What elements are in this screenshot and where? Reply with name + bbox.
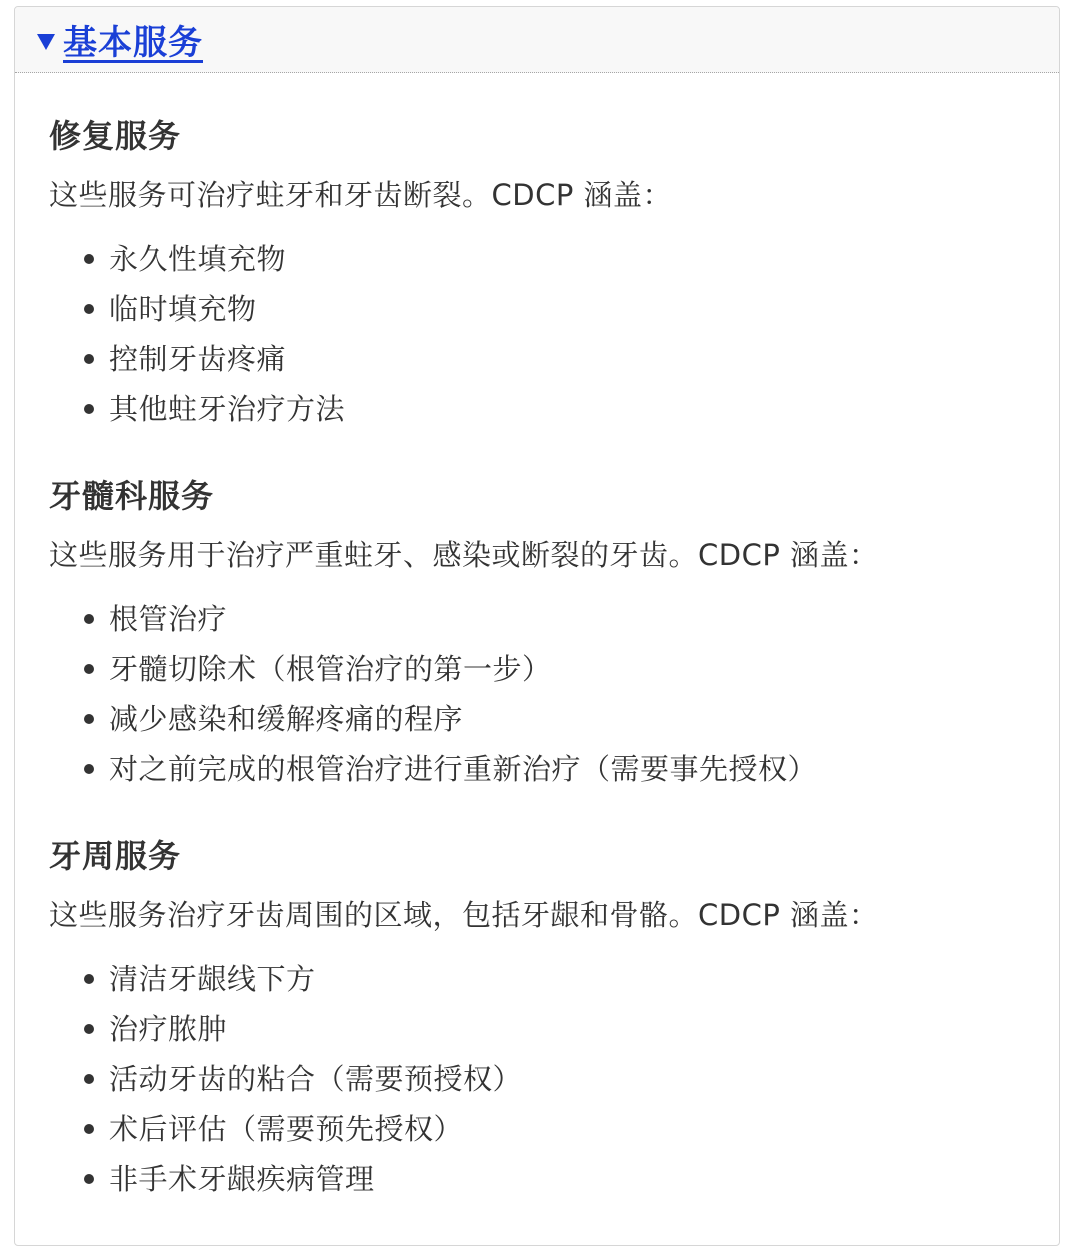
list-item: [49, 1004, 522, 1054]
list-item: [49, 284, 345, 334]
list-item-text: 根管治疗: [109, 602, 228, 636]
list-item-text: 清洁牙龈线下方: [109, 962, 316, 996]
bullet-icon: [84, 664, 94, 674]
summary-label[interactable]: 基本服务: [63, 23, 203, 63]
list-item: [49, 594, 817, 644]
bullet-icon: [84, 1124, 94, 1134]
list-item: [49, 234, 345, 284]
section-intro-restorative: 这些服务可治疗蛀牙和牙齿断裂。CDCP 涵盖：: [49, 178, 673, 212]
bullet-icon: [84, 254, 94, 264]
bullet-icon: [84, 1074, 94, 1084]
section-title-endodontic: 牙髓科服务: [49, 477, 215, 515]
list-item: [49, 1054, 522, 1104]
list-item-text: 控制牙齿疼痛: [109, 342, 287, 376]
section-intro-periodontal: 这些服务治疗牙齿周围的区域，包括牙龈和骨骼。CDCP 涵盖：: [49, 898, 879, 932]
list-endodontic: [49, 594, 817, 794]
list-item: [49, 1104, 522, 1154]
list-item-text: 减少感染和缓解疼痛的程序: [109, 702, 464, 736]
list-periodontal: [49, 954, 522, 1204]
list-item: [49, 744, 817, 794]
bullet-icon: [84, 1174, 94, 1184]
list-item-text: 牙髓切除术（根管治疗的第一步）: [109, 652, 552, 686]
list-item-text: 临时填充物: [109, 292, 257, 326]
bullet-icon: [84, 974, 94, 984]
triangle-down-icon[interactable]: [37, 34, 55, 50]
list-item-text: 治疗脓肿: [109, 1012, 228, 1046]
bullet-icon: [84, 304, 94, 314]
list-item: [49, 694, 817, 744]
list-item: [49, 954, 522, 1004]
bullet-icon: [84, 404, 94, 414]
bullet-icon: [84, 354, 94, 364]
bullet-icon: [84, 1024, 94, 1034]
list-item: [49, 384, 345, 434]
list-item: [49, 1154, 522, 1204]
section-title-restorative: 修复服务: [49, 117, 182, 155]
basic-services-summary[interactable]: [15, 7, 1059, 73]
list-restorative: [49, 234, 345, 434]
section-intro-endodontic: 这些服务用于治疗严重蛀牙、感染或断裂的牙齿。CDCP 涵盖：: [49, 538, 879, 572]
bullet-icon: [84, 614, 94, 624]
basic-services-details: [14, 6, 1060, 1246]
bullet-icon: [84, 714, 94, 724]
section-title-periodontal: 牙周服务: [49, 837, 182, 875]
list-item-text: 非手术牙龈疾病管理: [109, 1162, 375, 1196]
list-item: [49, 644, 817, 694]
list-item-text: 术后评估（需要预先授权）: [109, 1112, 464, 1146]
list-item-text: 永久性填充物: [109, 242, 287, 276]
list-item-text: 活动牙齿的粘合（需要预授权）: [109, 1062, 523, 1096]
list-item-text: 对之前完成的根管治疗进行重新治疗（需要事先授权）: [109, 752, 818, 786]
bullet-icon: [84, 764, 94, 774]
list-item: [49, 334, 345, 384]
list-item-text: 其他蛀牙治疗方法: [109, 392, 346, 426]
